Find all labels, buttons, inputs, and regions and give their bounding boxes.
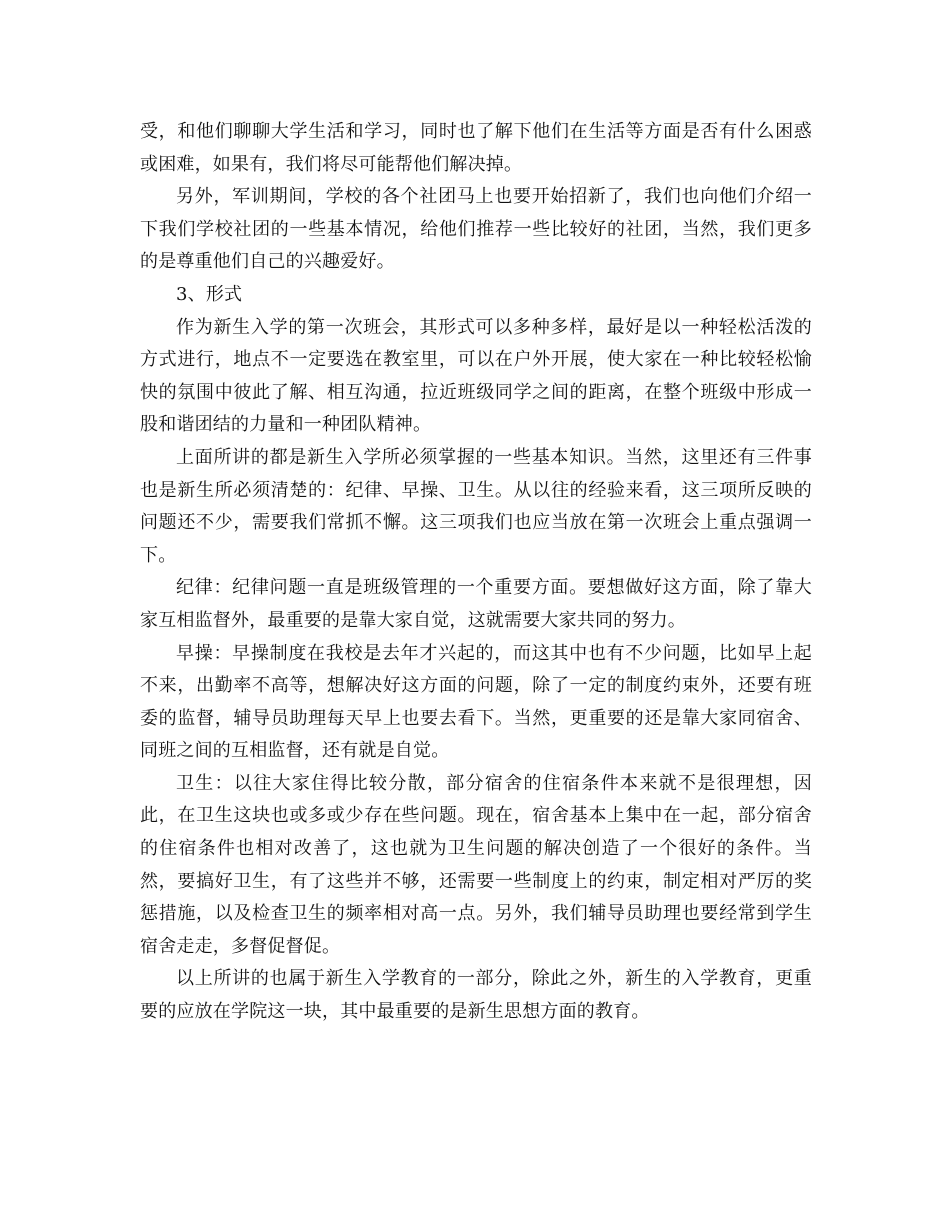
paragraph-continuation: 受，和他们聊聊大学生活和学习，同时也了解下他们在生活等方面是否有什么困惑或困难，如果有，我们将尽可能帮他们解决掉。 [140,121,812,175]
paragraph-morning-exercise: 早操：早操制度在我校是去年才兴起的，而这其中也有不少问题，比如早上起不来，出勤率不高等，想解决好这方面的问题，除了一定的制度约束外，还要有班委的监督，辅导员助理每天早上也要去看下。当然，更重要的还是靠大家同宿舍、同班之间的互相监督，还有就是自觉。 [140,642,812,762]
section-heading-form: 3、形式 [176,283,243,305]
document-body [140,116,812,1029]
paragraph-three-items: 上面所讲的都是新生入学所必须掌握的一些基本知识。当然，这里还有三件事也是新生所必须清楚的：纪律、早操、卫生。从以往的经验来看，这三项所反映的问题还不少，需要我们常抓不懈。这三项我们也应当放在第一次班会上重点强调一下。 [140,446,812,566]
paragraph-clubs: 另外，军训期间，学校的各个社团马上也要开始招新了，我们也向他们介绍一下我们学校社团的一些基本情况，给他们推荐一些比较好的社团，当然，我们更多的是尊重他们自己的兴趣爱好。 [140,186,812,273]
paragraph-conclusion: 以上所讲的也属于新生入学教育的一部分，除此之外，新生的入学教育，更重要的应放在学院这一块，其中最重要的是新生思想方面的教育。 [140,968,812,1023]
paragraph-discipline: 纪律：纪律问题一直是班级管理的一个重要方面。要想做好这方面，除了靠大家互相监督外，最重要的是靠大家自觉，这就需要大家共同的努力。 [140,577,812,631]
paragraph-form: 作为新生入学的第一次班会，其形式可以多种多样，最好是以一种轻松活泼的方式进行，地点不一定要选在教室里，可以在户外开展，使大家在一种比较轻松愉快的氛围中彼此了解、相互沟通，拉近班级同学之间的距离，在整个班级中形成一股和谐团结的力量和一种团队精神。 [140,316,812,436]
paragraph-hygiene: 卫生：以往大家住得比较分散，部分宿舍的住宿条件本来就不是很理想，因此，在卫生这块也或多或少存在些问题。现在，宿舍基本上集中在一起，部分宿舍的住宿条件也相对改善了，这也就为卫生问题的解决创造了一个很好的条件。当然，要搞好卫生，有了这些并不够，还需要一些制度上的约束，制定相对严厉的奖惩措施，以及检查卫生的频率相对高一点。另外，我们辅导员助理也要经常到学生宿舍走走，多督促督促。 [140,772,812,957]
